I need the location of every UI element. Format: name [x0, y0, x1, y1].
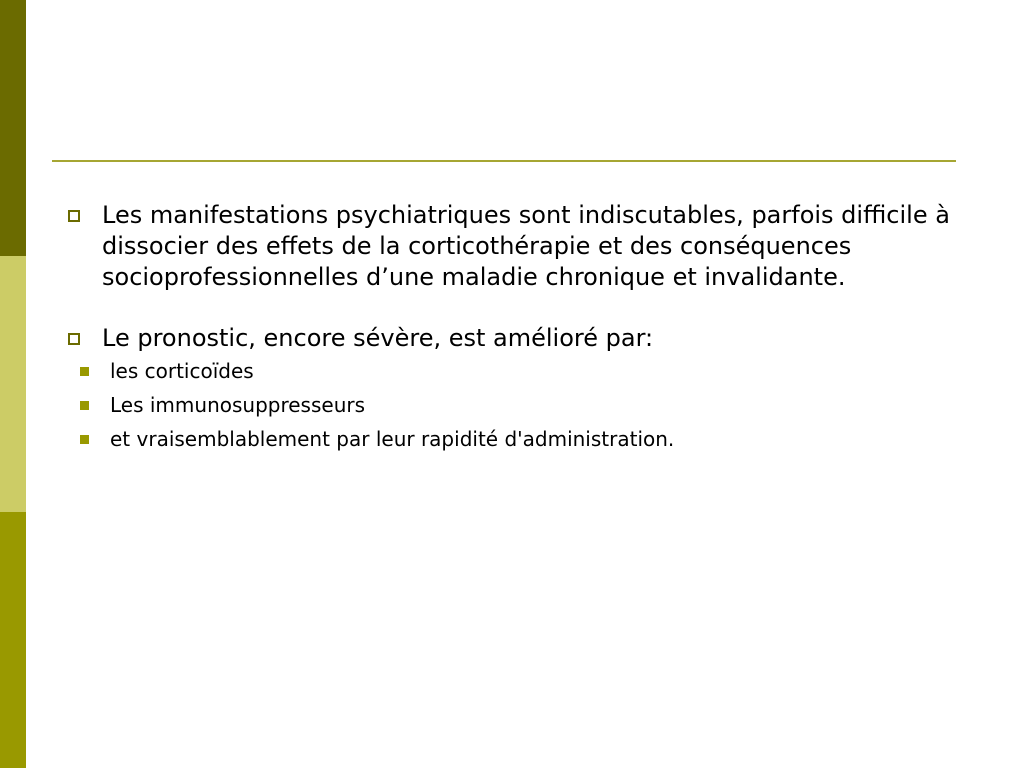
sub-bullet-text: et vraisemblablement par leur rapidité d'administration.	[110, 427, 675, 451]
sub-bullet-text: Les immunosuppresseurs	[110, 393, 366, 417]
title-divider-line	[52, 160, 956, 162]
sub-bullet-item	[30, 422, 966, 456]
bullet-item	[66, 200, 966, 293]
bullet-text: Les manifestations psychiatriques sont indiscutables, parfois difficile à dissocier des effets de la corticothérapie et des conséquences socioprofessionnelles d’une maladie chronique et invalidante.	[102, 201, 950, 291]
slide-content	[66, 200, 966, 456]
sub-bullet-list	[66, 354, 966, 456]
bullet-item	[66, 323, 966, 354]
sub-bullet-item	[30, 388, 966, 422]
filled-square-bullet-icon	[80, 435, 89, 444]
side-bar	[0, 0, 26, 768]
hollow-square-bullet-icon	[68, 210, 80, 222]
sub-bullet-item	[30, 354, 966, 388]
side-bar-bottom-segment	[0, 512, 26, 768]
filled-square-bullet-icon	[80, 401, 89, 410]
hollow-square-bullet-icon	[68, 333, 80, 345]
bullet-text: Le pronostic, encore sévère, est amélioré par:	[102, 324, 654, 352]
sub-bullet-text: les corticoïdes	[110, 359, 254, 383]
side-bar-middle-segment	[0, 256, 26, 512]
side-bar-top-segment	[0, 0, 26, 256]
filled-square-bullet-icon	[80, 367, 89, 376]
